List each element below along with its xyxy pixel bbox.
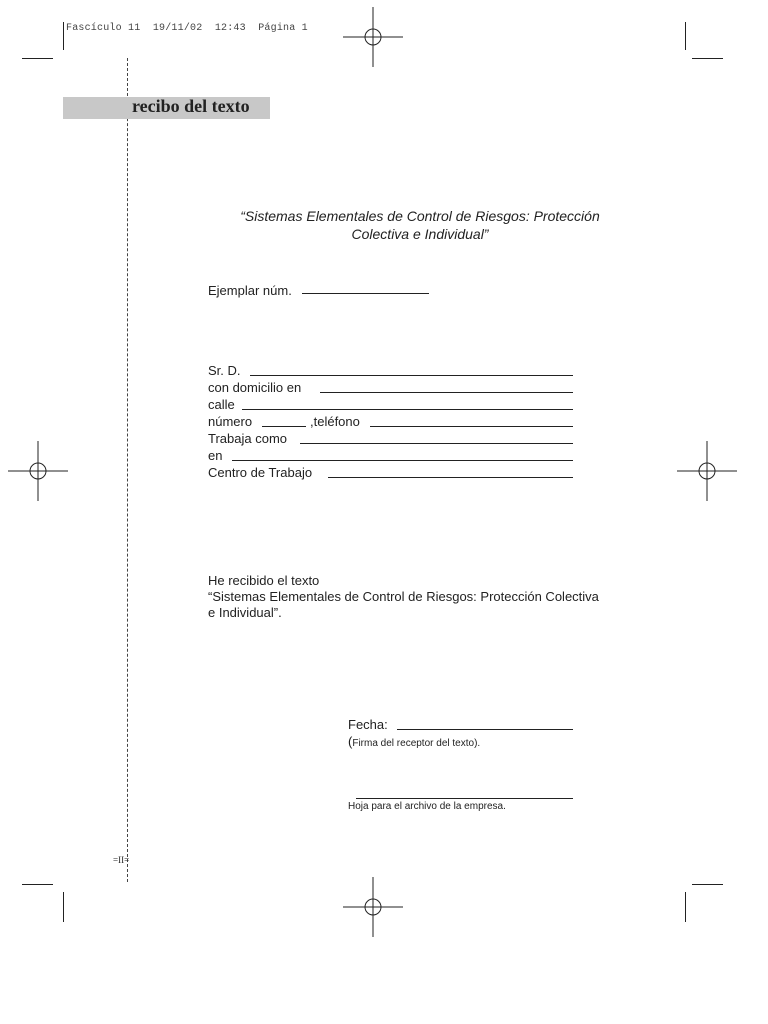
numero-field[interactable] [262,426,306,427]
page-heading: recibo del texto [132,96,250,116]
firma-note-text: Firma del receptor del texto). [352,738,481,749]
signature-field[interactable] [356,798,573,799]
statement-line: e Individual”. [208,605,282,620]
document-title-line: Colectiva e Individual” [351,226,489,242]
registration-mark-icon [343,7,403,67]
en-label: en [208,448,223,463]
ejemplar-label: Ejemplar núm. [208,283,292,298]
registration-mark-icon [343,877,403,937]
registration-mark-icon [677,441,737,501]
en-field[interactable] [232,460,573,461]
print-slug: Fascículo 11 19/11/02 12:43 Página 1 [66,23,308,34]
name-field[interactable] [250,375,573,376]
trabaja-field[interactable] [300,443,573,444]
telefono-label: ,teléfono [310,414,360,429]
document-title [200,207,640,243]
statement-line: “Sistemas Elementales de Control de Riesgos: Protección Colectiva [208,589,599,604]
domicilio-label: con domicilio en [208,380,302,395]
centro-label: Centro de Trabajo [208,465,313,480]
domicilio-field[interactable] [320,392,573,393]
sr-label: Sr. D. [208,363,241,378]
folio-mark: =II= [113,855,130,865]
calle-label: calle [208,397,235,412]
document-title-line: “Sistemas Elementales de Control de Riesgos: Protección [240,208,600,224]
fecha-label: Fecha: [348,717,388,732]
cut-line [127,58,128,882]
registration-mark-icon [8,441,68,501]
centro-field[interactable] [328,477,573,478]
fecha-field[interactable] [397,729,573,730]
statement-line: He recibido el texto [208,573,320,588]
archivo-note: Hoja para el archivo de la empresa. [348,801,506,812]
ejemplar-field[interactable] [302,293,429,294]
receipt-statement [208,573,638,621]
trabaja-label: Trabaja como [208,431,287,446]
firma-note [348,733,480,751]
numero-label: número [208,414,253,429]
telefono-field[interactable] [370,426,573,427]
calle-field[interactable] [242,409,573,410]
firma-bracket: ( [348,734,353,749]
